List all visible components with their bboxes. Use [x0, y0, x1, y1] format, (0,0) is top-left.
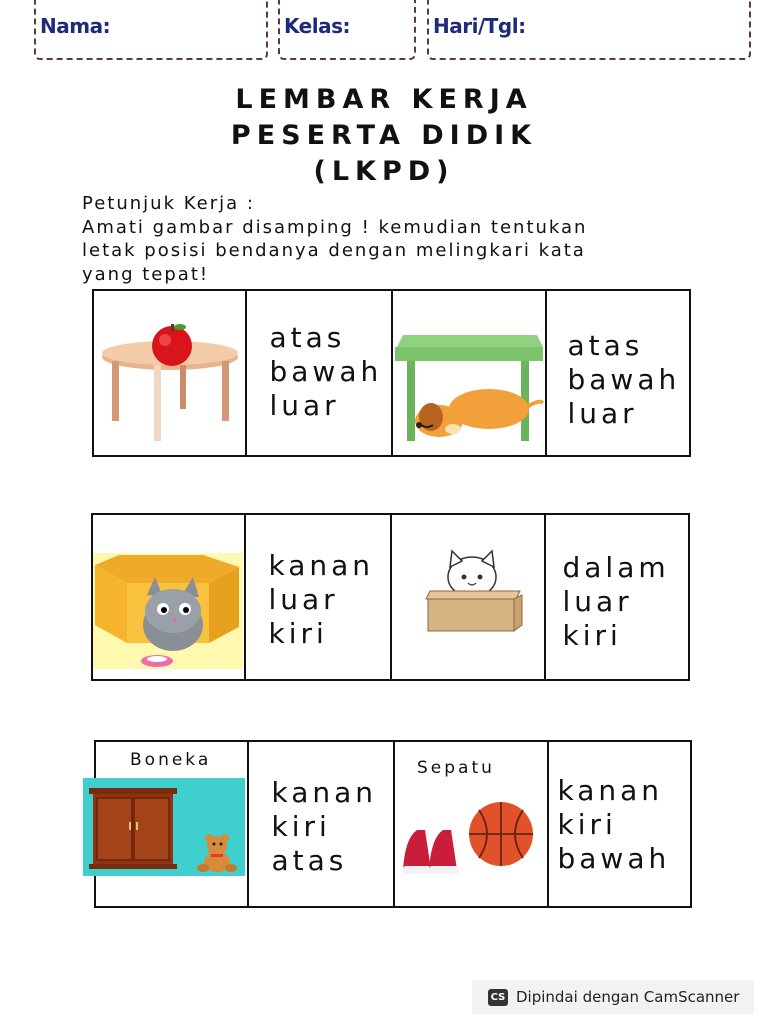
exercise-row-2: [91, 513, 690, 681]
nama-label: Nama:: [40, 14, 111, 38]
shoes-beside-ball-image: [395, 742, 546, 906]
cat-in-box-image: [93, 515, 243, 679]
option-word[interactable]: kanan: [268, 549, 375, 582]
nama-field: [34, 0, 268, 60]
hari-field: [427, 0, 751, 60]
instructions: [82, 192, 642, 286]
option-word[interactable]: luar: [269, 389, 340, 422]
option-word[interactable]: kanan: [557, 774, 664, 807]
kelas-field: [278, 0, 416, 60]
option-word[interactable]: atas: [269, 321, 346, 354]
camscanner-icon: CS: [488, 989, 508, 1006]
image-cell-apple-on-table: [94, 291, 247, 455]
image-cell-kitten-in-box: [392, 515, 546, 679]
teddy-beside-cabinet-image: [83, 778, 245, 876]
options-cell-1: [247, 291, 393, 455]
options-cell-6: [549, 742, 690, 906]
image-cell-shoes-beside-ball: [395, 742, 549, 906]
option-word[interactable]: kiri: [557, 808, 617, 841]
title-line-1: LEMBAR KERJA: [235, 84, 533, 115]
options-cell-2: [547, 291, 689, 455]
option-word[interactable]: kanan: [271, 776, 378, 809]
option-word[interactable]: luar: [567, 397, 638, 430]
option-word[interactable]: bawah: [567, 363, 681, 396]
instructions-heading: Petunjuk Kerja :: [82, 193, 255, 214]
option-word[interactable]: dalam: [562, 551, 670, 584]
instructions-line-1: Amati gambar disamping ! kemudian tentukan: [82, 216, 588, 238]
kelas-label: Kelas:: [284, 14, 350, 38]
option-word[interactable]: atas: [567, 329, 644, 362]
image-caption: Sepatu: [417, 758, 495, 778]
options-cell-4: [546, 515, 688, 679]
apple-on-table-image: [94, 291, 244, 455]
hari-label: Hari/Tgl:: [433, 14, 526, 38]
option-word[interactable]: kiri: [271, 810, 331, 843]
option-word[interactable]: bawah: [557, 842, 671, 875]
dog-under-table-image: [393, 291, 544, 455]
image-caption: Boneka: [130, 750, 212, 770]
kitten-in-box-image: [392, 515, 543, 679]
title-line-2: PESERTA DIDIK: [230, 120, 538, 151]
options-cell-5: [249, 742, 395, 906]
option-word[interactable]: luar: [562, 585, 633, 618]
image-cell-dog-under-table: [393, 291, 547, 455]
scanner-watermark: [472, 980, 754, 1014]
option-word[interactable]: kiri: [562, 619, 622, 652]
image-cell-cat-in-box: [93, 515, 246, 679]
options-cell-3: [246, 515, 392, 679]
option-word[interactable]: luar: [268, 583, 339, 616]
instructions-line-2: letak posisi bendanya dengan melingkari kata: [82, 240, 586, 261]
title-line-3: (LKPD): [313, 156, 455, 187]
option-word[interactable]: kiri: [268, 617, 328, 650]
exercise-row-1: [92, 289, 691, 457]
option-word[interactable]: bawah: [269, 355, 383, 388]
option-word[interactable]: atas: [271, 844, 348, 877]
scanner-text: Dipindai dengan CamScanner: [516, 988, 740, 1006]
instructions-line-3: yang tepat!: [82, 263, 210, 285]
